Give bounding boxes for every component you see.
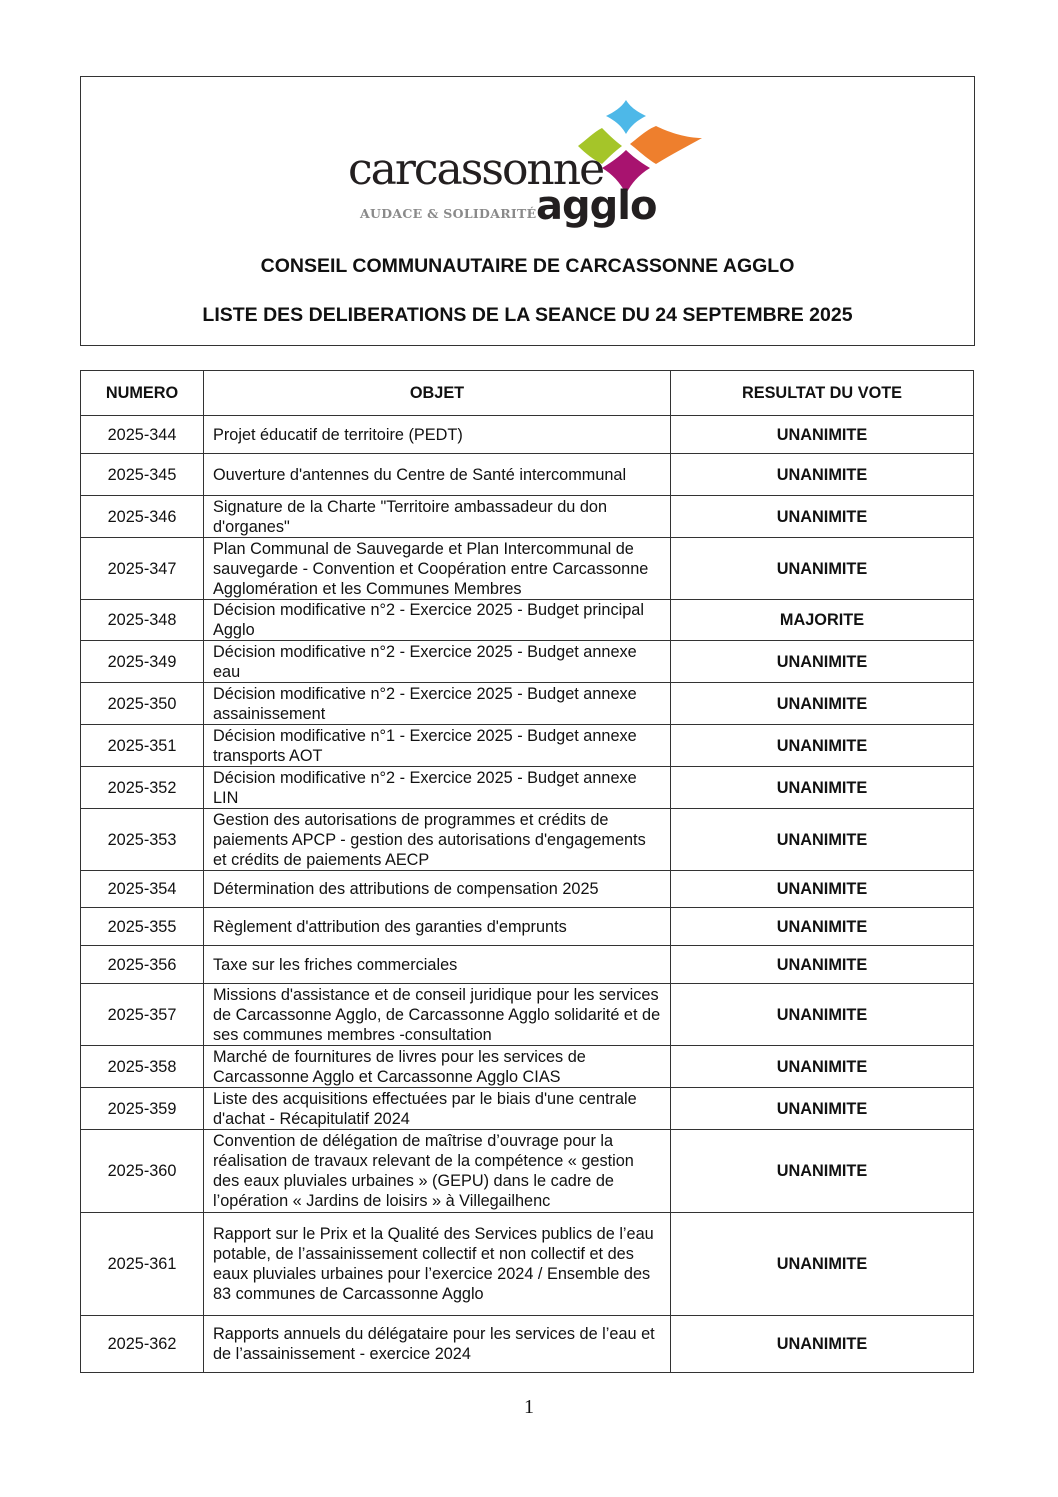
logo-diamond-orange	[630, 126, 702, 164]
vote-result: UNANIMITE	[671, 767, 974, 809]
deliberation-subject: Décision modificative n°2 - Exercice 2025 - Budget annexe eau	[204, 641, 671, 683]
deliberation-number: 2025-357	[81, 984, 204, 1046]
table-row	[81, 984, 974, 1046]
table-row	[81, 1046, 974, 1088]
column-header-numero: NUMERO	[81, 371, 204, 416]
vote-result: MAJORITE	[671, 600, 974, 641]
deliberation-number: 2025-348	[81, 600, 204, 641]
deliberation-number: 2025-352	[81, 767, 204, 809]
table-row	[81, 1130, 974, 1213]
deliberation-number: 2025-345	[81, 454, 204, 496]
deliberation-number: 2025-359	[81, 1088, 204, 1130]
deliberation-subject: Rapports annuels du délégataire pour les services de l’eau et de l’assainissement - exercice 2024	[204, 1316, 671, 1373]
table-row	[81, 538, 974, 600]
deliberations-table	[80, 370, 974, 1373]
table-row	[81, 416, 974, 454]
vote-result: UNANIMITE	[671, 984, 974, 1046]
deliberation-number: 2025-346	[81, 496, 204, 538]
deliberation-subject: Ouverture d'antennes du Centre de Santé intercommunal	[204, 454, 671, 496]
vote-result: UNANIMITE	[671, 641, 974, 683]
table-row	[81, 683, 974, 725]
logo-agglo: agglo	[536, 183, 657, 229]
vote-result: UNANIMITE	[671, 1088, 974, 1130]
deliberation-subject: Règlement d'attribution des garanties d'emprunts	[204, 908, 671, 946]
deliberation-number: 2025-344	[81, 416, 204, 454]
vote-result: UNANIMITE	[671, 908, 974, 946]
column-header-objet: OBJET	[204, 371, 671, 416]
vote-result: UNANIMITE	[671, 809, 974, 871]
deliberation-subject: Gestion des autorisations de programmes et crédits de paiements APCP - gestion des autorisations d'engagements et crédits de paiements AECP	[204, 809, 671, 871]
vote-result: UNANIMITE	[671, 538, 974, 600]
deliberation-subject: Décision modificative n°2 - Exercice 2025 - Budget annexe assainissement	[204, 683, 671, 725]
deliberation-subject: Rapport sur le Prix et la Qualité des Services publics de l’eau potable, de l’assainissement collectif et non collectif et des eaux pluviales urbaines pour l’exercice 2024 / Ensemble des 83 communes de Carcassonne Agglo	[204, 1213, 671, 1316]
vote-result: UNANIMITE	[671, 1213, 974, 1316]
deliberation-subject: Convention de délégation de maîtrise d’ouvrage pour la réalisation de travaux relevant de la compétence « gestion des eaux pluviales urbaines » (GEPU) dans le cadre de l’opération « Jardins de loisirs » à Villegailhenc	[204, 1130, 671, 1213]
deliberation-number: 2025-355	[81, 908, 204, 946]
vote-result: UNANIMITE	[671, 1046, 974, 1088]
deliberation-subject: Signature de la Charte "Territoire ambassadeur du don d'organes"	[204, 496, 671, 538]
deliberation-number: 2025-356	[81, 946, 204, 984]
deliberation-number: 2025-361	[81, 1213, 204, 1316]
table-row	[81, 641, 974, 683]
deliberation-subject: Projet éducatif de territoire (PEDT)	[204, 416, 671, 454]
deliberation-number: 2025-351	[81, 725, 204, 767]
deliberation-subject: Plan Communal de Sauvegarde et Plan Intercommunal de sauvegarde - Convention et Coopération entre Carcassonne Agglomération et les Communes Membres	[204, 538, 671, 600]
table-row	[81, 1088, 974, 1130]
deliberation-number: 2025-360	[81, 1130, 204, 1213]
table-row	[81, 809, 974, 871]
deliberation-number: 2025-353	[81, 809, 204, 871]
deliberation-subject: Détermination des attributions de compensation 2025	[204, 871, 671, 908]
page-number: 1	[524, 1396, 534, 1418]
table-row	[81, 946, 974, 984]
table-row	[81, 871, 974, 908]
table-header-row	[81, 371, 974, 416]
deliberation-subject: Décision modificative n°2 - Exercice 2025 - Budget annexe LIN	[204, 767, 671, 809]
table-row	[81, 600, 974, 641]
deliberation-subject: Missions d'assistance et de conseil juridique pour les services de Carcassonne Agglo, de Carcassonne Agglo solidarité et de ses communes membres -consultation	[204, 984, 671, 1046]
carcassonne-agglo-logo	[348, 98, 708, 238]
table-row	[81, 908, 974, 946]
deliberation-number: 2025-349	[81, 641, 204, 683]
vote-result: UNANIMITE	[671, 725, 974, 767]
vote-result: UNANIMITE	[671, 1130, 974, 1213]
logo-diamond-blue	[606, 100, 646, 134]
table-row	[81, 767, 974, 809]
vote-result: UNANIMITE	[671, 1316, 974, 1373]
deliberation-number: 2025-350	[81, 683, 204, 725]
vote-result: UNANIMITE	[671, 683, 974, 725]
vote-result: UNANIMITE	[671, 416, 974, 454]
vote-result: UNANIMITE	[671, 454, 974, 496]
table-row	[81, 1316, 974, 1373]
table-row	[81, 1213, 974, 1316]
table-row	[81, 496, 974, 538]
logo-wordmark: carcassonne	[348, 144, 604, 195]
deliberation-number: 2025-362	[81, 1316, 204, 1373]
deliberation-subject: Marché de fournitures de livres pour les services de Carcassonne Agglo et Carcassonne Agglo CIAS	[204, 1046, 671, 1088]
deliberation-subject: Décision modificative n°2 - Exercice 2025 - Budget principal Agglo	[204, 600, 671, 641]
document-title: CONSEIL COMMUNAUTAIRE DE CARCASSONNE AGGLO	[260, 255, 795, 277]
deliberation-subject: Décision modificative n°1 - Exercice 2025 - Budget annexe transports AOT	[204, 725, 671, 767]
document-subtitle: LISTE DES DELIBERATIONS DE LA SEANCE DU 24 SEPTEMBRE 2025	[202, 304, 853, 326]
vote-result: UNANIMITE	[671, 496, 974, 538]
deliberation-subject: Liste des acquisitions effectuées par le biais d'une centrale d'achat - Récapitulatif 2024	[204, 1088, 671, 1130]
deliberation-number: 2025-347	[81, 538, 204, 600]
logo-tagline: AUDACE & SOLIDARITÉ	[360, 206, 537, 221]
table-row	[81, 725, 974, 767]
column-header-resultat: RESULTAT DU VOTE	[671, 371, 974, 416]
deliberation-number: 2025-358	[81, 1046, 204, 1088]
vote-result: UNANIMITE	[671, 871, 974, 908]
deliberation-subject: Taxe sur les friches commerciales	[204, 946, 671, 984]
deliberation-number: 2025-354	[81, 871, 204, 908]
vote-result: UNANIMITE	[671, 946, 974, 984]
table-row	[81, 454, 974, 496]
